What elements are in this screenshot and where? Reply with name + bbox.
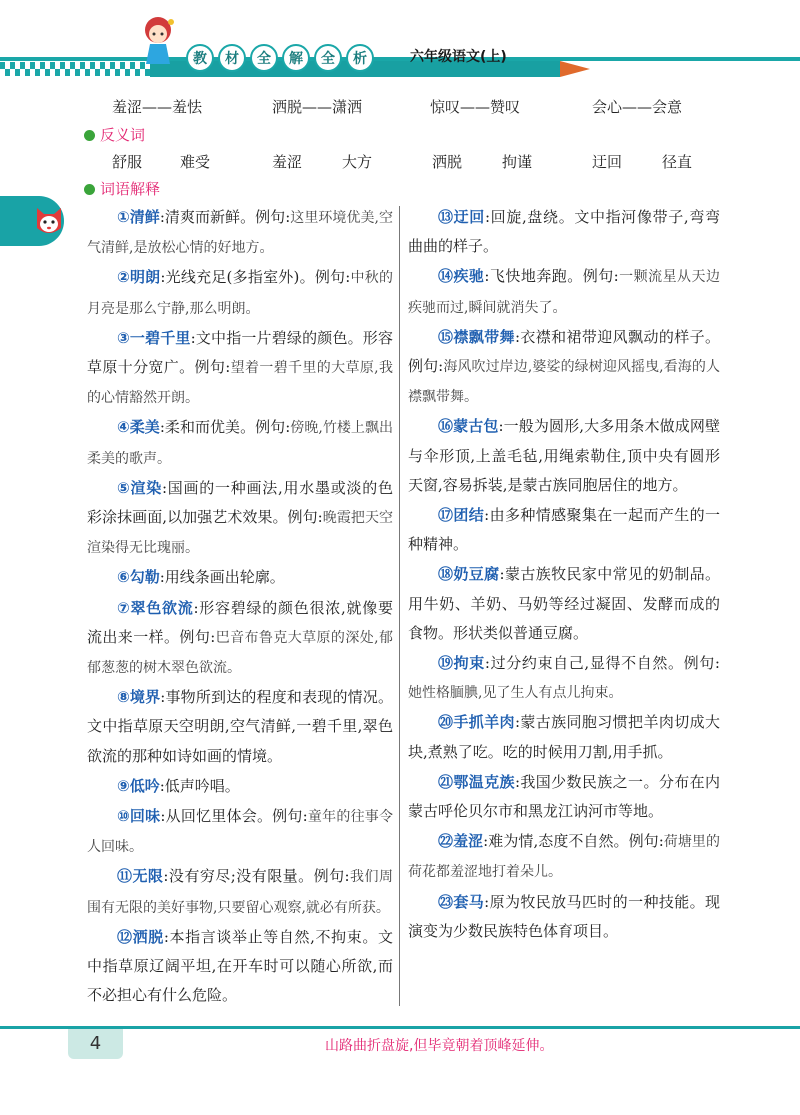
entry-term: 奶豆腐 [453, 565, 500, 584]
entry-term: 洒脱 [132, 927, 164, 946]
entry-term: 清鲜 [129, 208, 160, 226]
series-title-circles [186, 44, 374, 72]
left-column [87, 203, 393, 1011]
antonym-word: 舒服 [112, 153, 143, 171]
entry-number: ② [117, 268, 130, 287]
glossary-entry [87, 923, 393, 1012]
entry-example: 荷塘里的荷花都羞涩地打着朵儿。 [408, 834, 720, 881]
entry-term: 明朗 [129, 268, 161, 287]
title-char: 全 [250, 44, 278, 72]
page-header [0, 0, 800, 95]
entry-definition: :由多种情感聚集在一起而产生的一种精神。 [408, 506, 720, 554]
entry-example: 巴音布鲁克大草原的深处,郁郁葱葱的树木翠色欲流。 [87, 629, 393, 677]
entry-definition: :光线充足(多指室外)。例句: [160, 268, 351, 287]
entry-term: 一碧千里 [129, 328, 191, 347]
glossary-entry [87, 563, 393, 593]
glossary-entry [408, 262, 720, 322]
header-checker-pattern [0, 62, 150, 76]
entry-definition: :文中指一片碧绿的颜色。形容草原十分宽广。例句: [87, 328, 393, 377]
entry-number: ⑲ [438, 654, 454, 673]
glossary-entry [408, 888, 720, 947]
entry-number: ⑪ [117, 867, 133, 886]
glossary-entry [408, 323, 720, 413]
entry-definition: :一般为圆形,大多用条木做成网壁与伞形顶,上盖毛毡,用绳索勒住,顶中央有圆形天窗,容易拆装,是蒙古族同胞居住的地方。 [408, 417, 720, 494]
synonym-pair: 羞涩——羞怯 [112, 98, 203, 116]
entry-definition: :国画的一种画法,用水墨或淡的色彩涂抹画面,以加强艺术效果。例句: [87, 478, 393, 527]
entry-term: 无限 [132, 867, 164, 886]
entry-term: 迂回 [453, 208, 485, 226]
entry-definition: :用线条画出轮廓。 [159, 568, 285, 587]
entry-term: 回味 [129, 807, 161, 826]
entry-definition: :本指言谈举止等自然,不拘束。文中指草原辽阔平坦,在开车时可以随心所欲,而不必担心有什么危险。 [87, 927, 393, 1005]
antonym-word: 难受 [180, 153, 211, 171]
title-char: 解 [282, 44, 310, 72]
entry-definition: :蒙古族同胞习惯把羊肉切成大块,煮熟了吃。吃的时候用刀割,用手抓。 [408, 713, 720, 761]
entry-number: ⑧ [117, 688, 130, 707]
entry-definition: :柔和而优美。例句: [159, 418, 291, 437]
entry-term: 渲染 [130, 478, 162, 497]
entry-number: ㉒ [438, 832, 454, 851]
right-column [408, 203, 720, 947]
entry-term: 低吟 [129, 776, 160, 795]
mascot-girl-icon [138, 14, 178, 66]
column-divider [399, 206, 400, 1006]
entry-definition: :飞快地奔跑。例句: [484, 267, 619, 286]
entry-definition: :原为牧民放马匹时的一种技能。现演变为少数民族特色体育项目。 [408, 892, 720, 940]
entry-number: ⑦ [117, 598, 131, 617]
glossary-entry [87, 413, 393, 473]
entry-example: 我们周围有无限的美好事物,只要留心观察,就必有所获。 [87, 869, 393, 916]
glossary-entry [87, 474, 393, 564]
entry-number: ⑥ [117, 568, 130, 587]
pencil-icon [560, 61, 590, 77]
entry-number: ③ [117, 328, 130, 347]
antonym-heading-text: 反义词 [100, 126, 146, 144]
entry-number: ⑰ [438, 506, 454, 525]
entry-number: ⑮ [438, 327, 454, 346]
entry-term: 襟飘带舞 [453, 327, 515, 346]
entry-example: 这里环境优美,空气清鲜,是放松心情的好地方。 [87, 210, 394, 257]
explanation-heading-text: 词语解释 [100, 180, 161, 198]
antonym-word: 迂回 [592, 153, 623, 171]
entry-definition: :难为情,态度不自然。例句: [483, 832, 664, 851]
synonym-row [112, 96, 732, 117]
entry-definition: :没有穷尽;没有限量。例句: [163, 867, 350, 886]
entry-number: ⑤ [117, 478, 131, 497]
page-number: 4 [68, 1029, 123, 1059]
entry-definition: :过分约束自己,显得不自然。例句: [484, 654, 720, 673]
glossary-entry [408, 768, 720, 827]
glossary-entry [87, 862, 393, 922]
glossary-entry [87, 263, 393, 323]
entry-term: 手抓羊肉 [453, 713, 515, 732]
antonym-word: 拘谨 [502, 153, 533, 171]
entry-number: ⑫ [117, 927, 133, 946]
glossary-entry [87, 594, 393, 684]
entry-definition: :从回忆里体会。例句: [160, 807, 308, 826]
entry-term: 翠色欲流 [130, 598, 194, 617]
entry-number: ㉓ [438, 892, 454, 911]
explanation-heading [84, 178, 160, 199]
entry-term: 团结 [453, 506, 485, 525]
entry-number: ⑯ [438, 417, 454, 436]
entry-definition: :低声吟唱。 [159, 776, 240, 795]
entry-definition: :形容碧绿的颜色很浓,就像要流出来一样。例句: [87, 598, 393, 646]
entry-term: 柔美 [129, 418, 160, 437]
entry-number: ⑱ [438, 565, 454, 584]
entry-definition: :事物所到达的程度和表现的情况。文中指草原天空明朗,空气清鲜,一碧千里,翠色欲流的那种如诗如画的情境。 [87, 688, 393, 765]
bullet-dot-icon [84, 130, 95, 141]
antonym-word: 大方 [342, 153, 373, 171]
antonym-word: 径直 [662, 153, 693, 171]
entry-number: ④ [117, 418, 130, 437]
fox-mascot-icon [34, 202, 64, 240]
antonym-heading [84, 124, 145, 145]
entry-example: 童年的往事令人回味。 [87, 809, 394, 856]
entry-number: ① [117, 208, 130, 226]
title-char: 全 [314, 44, 342, 72]
antonym-word: 洒脱 [432, 153, 463, 171]
entry-term: 勾勒 [129, 568, 160, 587]
entry-example: 望着一碧千里的大草原,我的心情豁然开朗。 [87, 360, 393, 407]
glossary-entry [408, 560, 720, 649]
entry-example: 傍晚,竹楼上飘出柔美的歌声。 [87, 420, 394, 467]
glossary-entry [87, 683, 393, 772]
entry-number: ㉑ [438, 772, 454, 791]
glossary-entry [408, 649, 720, 708]
glossary-entry [408, 203, 720, 262]
synonym-pair: 洒脱——潇洒 [272, 98, 363, 116]
entry-example: 一颗流星从天边疾驰而过,瞬间就消失了。 [408, 269, 720, 316]
title-char: 材 [218, 44, 246, 72]
synonym-pair: 会心——会意 [592, 98, 683, 116]
entry-number: ⑳ [438, 713, 454, 732]
entry-term: 蒙古包 [453, 417, 499, 436]
entry-example: 她性格腼腆,见了生人有点儿拘束。 [408, 685, 623, 702]
entry-term: 羞涩 [453, 832, 484, 851]
entry-definition: :清爽而新鲜。例句: [159, 208, 291, 226]
bullet-dot-icon [84, 184, 95, 195]
entry-number: ⑭ [438, 267, 454, 286]
entry-definition: :衣襟和裙带迎风飘动的样子。例句: [408, 327, 720, 376]
glossary-entry [408, 412, 720, 501]
title-char: 析 [346, 44, 374, 72]
entry-term: 套马 [453, 892, 485, 911]
glossary-entry [87, 203, 393, 263]
entry-definition: :回旋,盘绕。文中指河像带子,弯弯曲曲的样子。 [408, 208, 720, 256]
glossary-entry [87, 802, 393, 862]
entry-number: ⑬ [438, 208, 454, 226]
glossary-entry [87, 324, 393, 414]
entry-term: 境界 [129, 688, 161, 707]
synonym-pair: 惊叹——赞叹 [430, 98, 521, 116]
glossary-entry [408, 708, 720, 767]
glossary-entry [87, 772, 393, 802]
footer-motto: 山路曲折盘旋,但毕竟朝着顶峰延伸。 [325, 1038, 554, 1054]
entry-term: 鄂温克族 [453, 772, 515, 791]
antonym-word: 羞涩 [272, 153, 303, 171]
entry-example: 海风吹过岸边,婆娑的绿树迎风摇曳,看海的人襟飘带舞。 [408, 359, 720, 406]
entry-example: 晚霞把天空渲染得无比瑰丽。 [87, 510, 393, 557]
entry-term: 拘束 [453, 654, 485, 673]
title-char: 教 [186, 44, 214, 72]
glossary-entry [408, 501, 720, 560]
entry-example: 中秋的月亮是那么宁静,那么明朗。 [87, 270, 393, 317]
entry-definition: :蒙古族牧民家中常见的奶制品。用牛奶、羊奶、马奶等经过凝固、发酵而成的食物。形状类似普通豆腐。 [408, 565, 720, 642]
entry-term: 疾驰 [453, 267, 485, 286]
glossary-entry [408, 827, 720, 887]
book-title: 六年级语文(上) [410, 49, 507, 65]
entry-definition: :我国少数民族之一。分布在内蒙古呼伦贝尔市和黑龙江讷河市等地。 [408, 772, 720, 821]
entry-number: ⑩ [117, 807, 130, 826]
entry-number: ⑨ [117, 776, 130, 795]
